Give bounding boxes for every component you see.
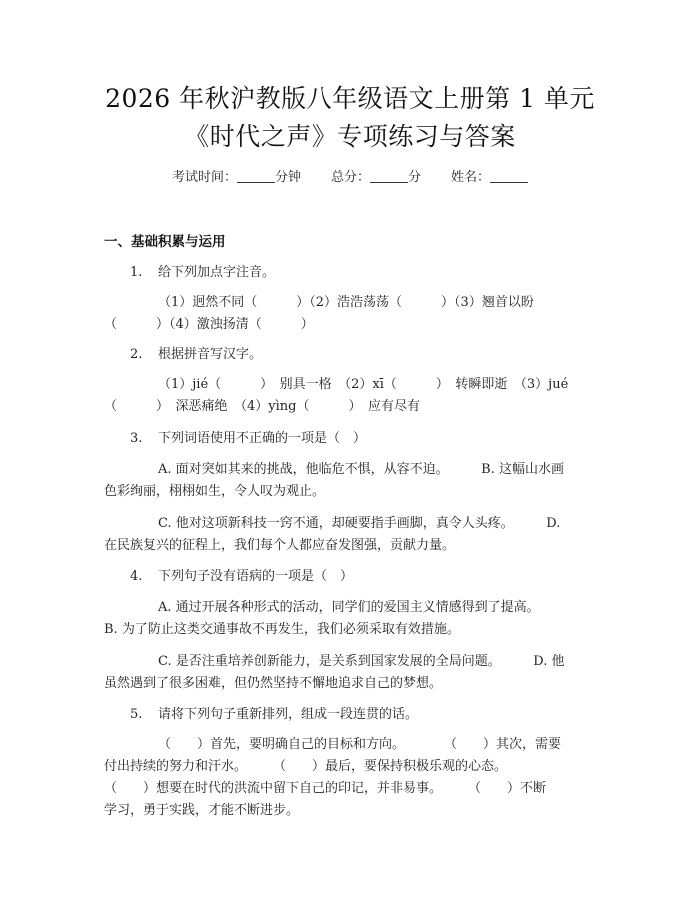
question-line: 付出持续的努力和汗水。 （ ）最后，要保持积极乐观的心态。 xyxy=(104,759,508,774)
question-line: C. 他对这项新科技一窍不通，却硬要指手画脚，真令人头疼。 D. xyxy=(158,516,561,531)
title-line-1: 2026 年秋沪教版八年级语文上册第 1 单元 xyxy=(105,84,595,113)
question-line: B. 为了防止这类交通事故不再发生，我们必须采取有效措施。 xyxy=(104,622,460,637)
question-number: 2. xyxy=(130,347,143,362)
exam-time-label: 考试时间： xyxy=(171,170,237,185)
question-line: A. 通过开展各种形式的活动，同学们的爱国主义情感得到了提高。 xyxy=(158,600,540,615)
total-score-unit: 分 xyxy=(408,170,422,185)
question-line: C. 是否注重培养创新能力，是关系到国家发展的全局问题。 D. 他 xyxy=(158,654,565,669)
question-text: 下列词语使用不正确的一项是（ ） xyxy=(158,431,367,446)
question-line: （1）迥然不同（ ）（2）浩浩荡荡（ ）（3）翘首以盼 xyxy=(158,295,534,310)
question-line: 在民族复兴的征程上，我们每个人都应奋发图强，贡献力量。 xyxy=(104,538,456,553)
question-line: （ ） 深恶痛绝 （4）yìng（ ） 应有尽有 xyxy=(104,399,420,414)
total-score-label: 总分： xyxy=(330,170,370,185)
question-line: 虽然遇到了很多困难，但仍然坚持不懈地追求自己的梦想。 xyxy=(104,676,443,691)
question-text: 给下列加点字注音。 xyxy=(158,265,276,280)
exam-time-blank[interactable] xyxy=(237,169,275,183)
question-line: 色彩绚丽，栩栩如生，令人叹为观止。 xyxy=(104,484,326,499)
question-text: 下列句子没有语病的一项是（ ） xyxy=(158,569,354,584)
question-line: （ ）首先，要明确自己的目标和方向。 （ ）其次，需要 xyxy=(158,737,562,752)
question-number: 3. xyxy=(130,431,143,446)
question-line: （1）jié（ ） 别具一格 （2）xī（ ） 转瞬即逝 （3）jué xyxy=(158,377,569,392)
exam-meta xyxy=(0,169,700,187)
question-line: A. 面对突如其来的挑战，他临危不惧，从容不迫。 B. 这幅山水画 xyxy=(158,462,564,477)
section-title: 一、基础积累与运用 xyxy=(104,234,226,250)
question-line: 学习，勇于实践，才能不断进步。 xyxy=(104,803,300,818)
question-text: 请将下列句子重新排列，组成一段连贯的话。 xyxy=(158,707,419,722)
title-line-2: 《时代之声》专项练习与答案 xyxy=(184,122,516,151)
question-line: （ ）（4）激浊扬清（ ） xyxy=(104,317,314,332)
question-number: 1. xyxy=(130,265,143,280)
student-name-label: 姓名： xyxy=(451,170,491,185)
question-number: 5. xyxy=(130,707,143,722)
exam-time-unit: 分钟 xyxy=(274,170,301,185)
question-text: 根据拼音写汉字。 xyxy=(158,347,263,362)
question-line: （ ）想要在时代的洪流中留下自己的印记，并非易事。 （ ）不断 xyxy=(104,781,547,796)
student-name-blank[interactable] xyxy=(490,169,528,183)
total-score-blank[interactable] xyxy=(370,169,408,183)
question-number: 4. xyxy=(130,569,143,584)
